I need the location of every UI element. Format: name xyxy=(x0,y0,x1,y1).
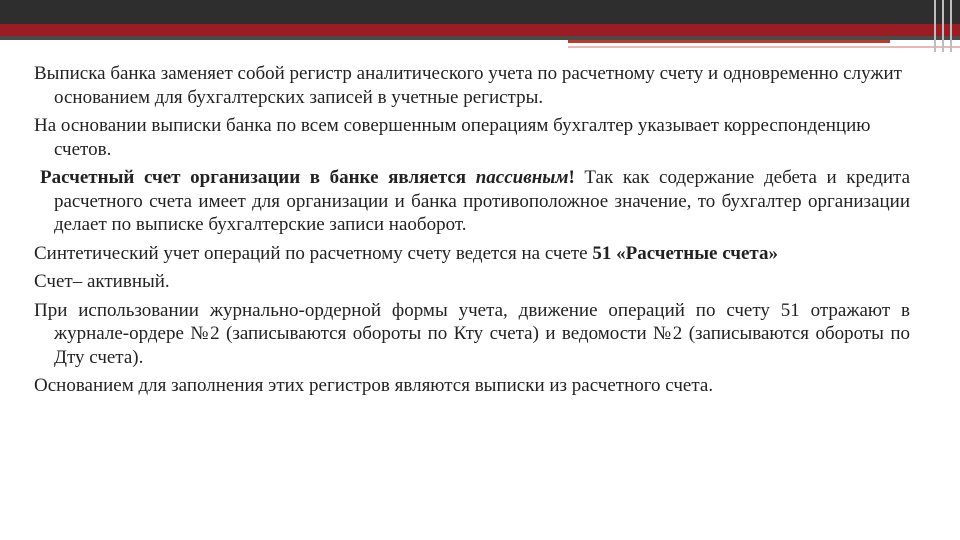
header-vertical-stripe xyxy=(950,0,952,52)
paragraph-registers-basis: Основанием для заполнения этих регистров являются выписки из расчетного счета. xyxy=(34,375,714,396)
paragraph-synthetic-accounting xyxy=(34,242,910,266)
header-accent-stripe-light xyxy=(568,46,960,48)
bold-exclamation: ! xyxy=(568,167,575,188)
paragraph-bank-statement: Выписка банка заменяет собой регистр аналитического учета по расчетному счету и одновременно служит основанием для бухгалтерских записей в учетные регистры. xyxy=(34,63,902,108)
paragraph-correspondence: На основании выписки банка по всем совершенным операциям бухгалтер указывает корреспонденцию счетов. xyxy=(34,115,871,160)
paragraph-account-type: Счет– активный. xyxy=(34,271,170,292)
header-dark-band xyxy=(0,0,960,24)
bold-statement: Расчетный счет организации в банке является xyxy=(40,167,476,188)
paragraph-passive-account xyxy=(34,166,910,237)
header-vertical-stripe xyxy=(934,0,936,52)
paragraph-journal-order: При использовании журнально-ордерной формы учета, движение операций по счету 51 отражают в журнале-ордере №2 (записываются обороты по Кту счета) и ведомости №2 (записываются обороты по Дту счета). xyxy=(34,299,910,368)
paragraph-text: Синтетический учет операций по расчетному счету ведется на счете xyxy=(34,242,593,264)
header-red-band xyxy=(0,24,960,36)
bold-italic-term: пассивным xyxy=(475,167,569,188)
header-vertical-stripe xyxy=(942,0,944,52)
paragraph-text: Так как содержание дебета и кредита расчетного счета имеет для организации и банка противоположное значение, то бухгалтер организации делает по выписке бухгалтерские записи наоборот. xyxy=(54,167,910,235)
bold-account-name: 51 «Расчетные счета» xyxy=(592,242,778,264)
header-accent-stripe xyxy=(568,40,890,43)
slide-body xyxy=(34,62,910,403)
